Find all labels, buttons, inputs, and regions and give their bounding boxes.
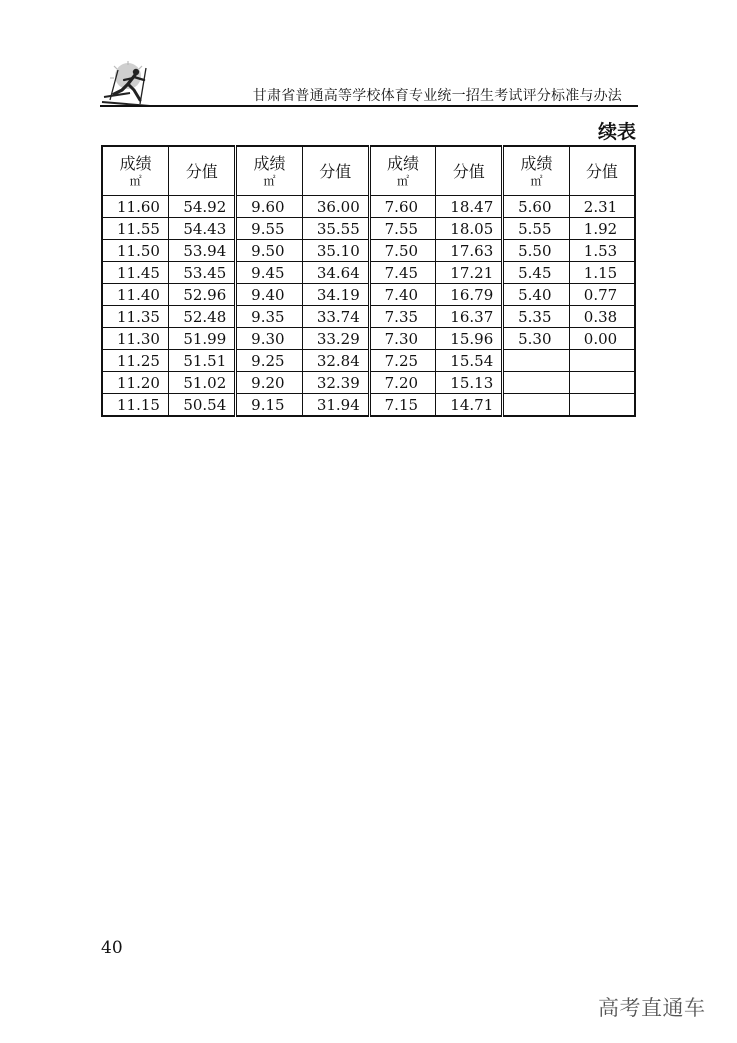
points-cell: 18.05 (436, 218, 503, 240)
points-cell: 1.15 (569, 262, 635, 284)
table-row (102, 284, 635, 306)
points-cell: 53.45 (169, 262, 236, 284)
header-score: 成绩 ㎡ (369, 146, 436, 196)
header-score: 成绩 ㎡ (236, 146, 303, 196)
points-cell: 17.63 (436, 240, 503, 262)
score-cell: 5.55 (503, 218, 570, 240)
table-row (102, 328, 635, 350)
points-cell: 0.38 (569, 306, 635, 328)
header-score: 成绩 ㎡ (102, 146, 169, 196)
points-cell: 14.71 (436, 394, 503, 417)
points-cell: 2.31 (569, 196, 635, 218)
points-cell: 52.96 (169, 284, 236, 306)
header-title: 甘肃省普通高等学校体育专业统一招生考试评分标准与办法 (252, 88, 622, 104)
score-cell: 11.15 (102, 394, 169, 417)
points-cell: 15.13 (436, 372, 503, 394)
header-rule (100, 105, 638, 107)
points-cell: 33.29 (302, 328, 369, 350)
points-cell: 32.84 (302, 350, 369, 372)
points-cell: 35.10 (302, 240, 369, 262)
points-cell: 50.54 (169, 394, 236, 417)
score-cell: 11.25 (102, 350, 169, 372)
score-cell: 5.50 (503, 240, 570, 262)
points-cell (569, 372, 635, 394)
score-cell (503, 350, 570, 372)
table-row (102, 240, 635, 262)
score-cell: 11.60 (102, 196, 169, 218)
score-cell: 11.50 (102, 240, 169, 262)
score-cell: 9.45 (236, 262, 303, 284)
points-cell: 34.19 (302, 284, 369, 306)
score-cell: 7.35 (369, 306, 436, 328)
score-cell: 5.45 (503, 262, 570, 284)
table-row (102, 394, 635, 417)
score-cell: 5.60 (503, 196, 570, 218)
score-cell: 9.25 (236, 350, 303, 372)
score-cell: 9.20 (236, 372, 303, 394)
points-cell (569, 350, 635, 372)
points-cell: 34.64 (302, 262, 369, 284)
score-cell: 7.15 (369, 394, 436, 417)
points-cell: 51.02 (169, 372, 236, 394)
table-header-row (102, 146, 635, 196)
score-cell: 9.55 (236, 218, 303, 240)
points-cell: 51.99 (169, 328, 236, 350)
header-score: 成绩 ㎡ (503, 146, 570, 196)
score-cell: 11.20 (102, 372, 169, 394)
header-points: 分值 (302, 146, 369, 196)
score-cell (503, 372, 570, 394)
page-number: 40 (101, 938, 123, 958)
points-cell: 54.92 (169, 196, 236, 218)
score-cell: 11.30 (102, 328, 169, 350)
score-cell: 7.45 (369, 262, 436, 284)
score-cell: 11.45 (102, 262, 169, 284)
points-cell: 16.37 (436, 306, 503, 328)
score-cell: 7.25 (369, 350, 436, 372)
table-row (102, 262, 635, 284)
table-row (102, 306, 635, 328)
score-table (101, 145, 636, 417)
points-cell: 18.47 (436, 196, 503, 218)
score-cell: 9.35 (236, 306, 303, 328)
points-cell: 16.79 (436, 284, 503, 306)
score-cell: 7.60 (369, 196, 436, 218)
score-cell (503, 394, 570, 417)
score-cell: 5.30 (503, 328, 570, 350)
score-cell: 7.20 (369, 372, 436, 394)
points-cell: 52.48 (169, 306, 236, 328)
points-cell: 1.53 (569, 240, 635, 262)
score-cell: 11.35 (102, 306, 169, 328)
score-cell: 11.40 (102, 284, 169, 306)
points-cell: 31.94 (302, 394, 369, 417)
score-cell: 9.30 (236, 328, 303, 350)
watermark: 高考直通车 (598, 996, 706, 1020)
score-cell: 7.50 (369, 240, 436, 262)
table-row (102, 350, 635, 372)
points-cell: 54.43 (169, 218, 236, 240)
points-cell: 35.55 (302, 218, 369, 240)
header-points: 分值 (169, 146, 236, 196)
table-row (102, 196, 635, 218)
score-cell: 5.35 (503, 306, 570, 328)
points-cell: 53.94 (169, 240, 236, 262)
points-cell: 32.39 (302, 372, 369, 394)
score-cell: 9.60 (236, 196, 303, 218)
score-cell: 7.40 (369, 284, 436, 306)
table-row (102, 218, 635, 240)
score-cell: 7.30 (369, 328, 436, 350)
skier-logo-icon (100, 60, 158, 108)
table-row (102, 372, 635, 394)
score-cell: 9.15 (236, 394, 303, 417)
points-cell (569, 394, 635, 417)
continuation-label: 续表 (597, 121, 636, 143)
header-points: 分值 (569, 146, 635, 196)
points-cell: 15.96 (436, 328, 503, 350)
points-cell: 1.92 (569, 218, 635, 240)
points-cell: 0.77 (569, 284, 635, 306)
points-cell: 17.21 (436, 262, 503, 284)
score-cell: 11.55 (102, 218, 169, 240)
points-cell: 33.74 (302, 306, 369, 328)
points-cell: 0.00 (569, 328, 635, 350)
page-header (100, 58, 638, 108)
points-cell: 15.54 (436, 350, 503, 372)
score-cell: 9.50 (236, 240, 303, 262)
points-cell: 36.00 (302, 196, 369, 218)
points-cell: 51.51 (169, 350, 236, 372)
score-cell: 5.40 (503, 284, 570, 306)
score-cell: 7.55 (369, 218, 436, 240)
header-points: 分值 (436, 146, 503, 196)
score-cell: 9.40 (236, 284, 303, 306)
